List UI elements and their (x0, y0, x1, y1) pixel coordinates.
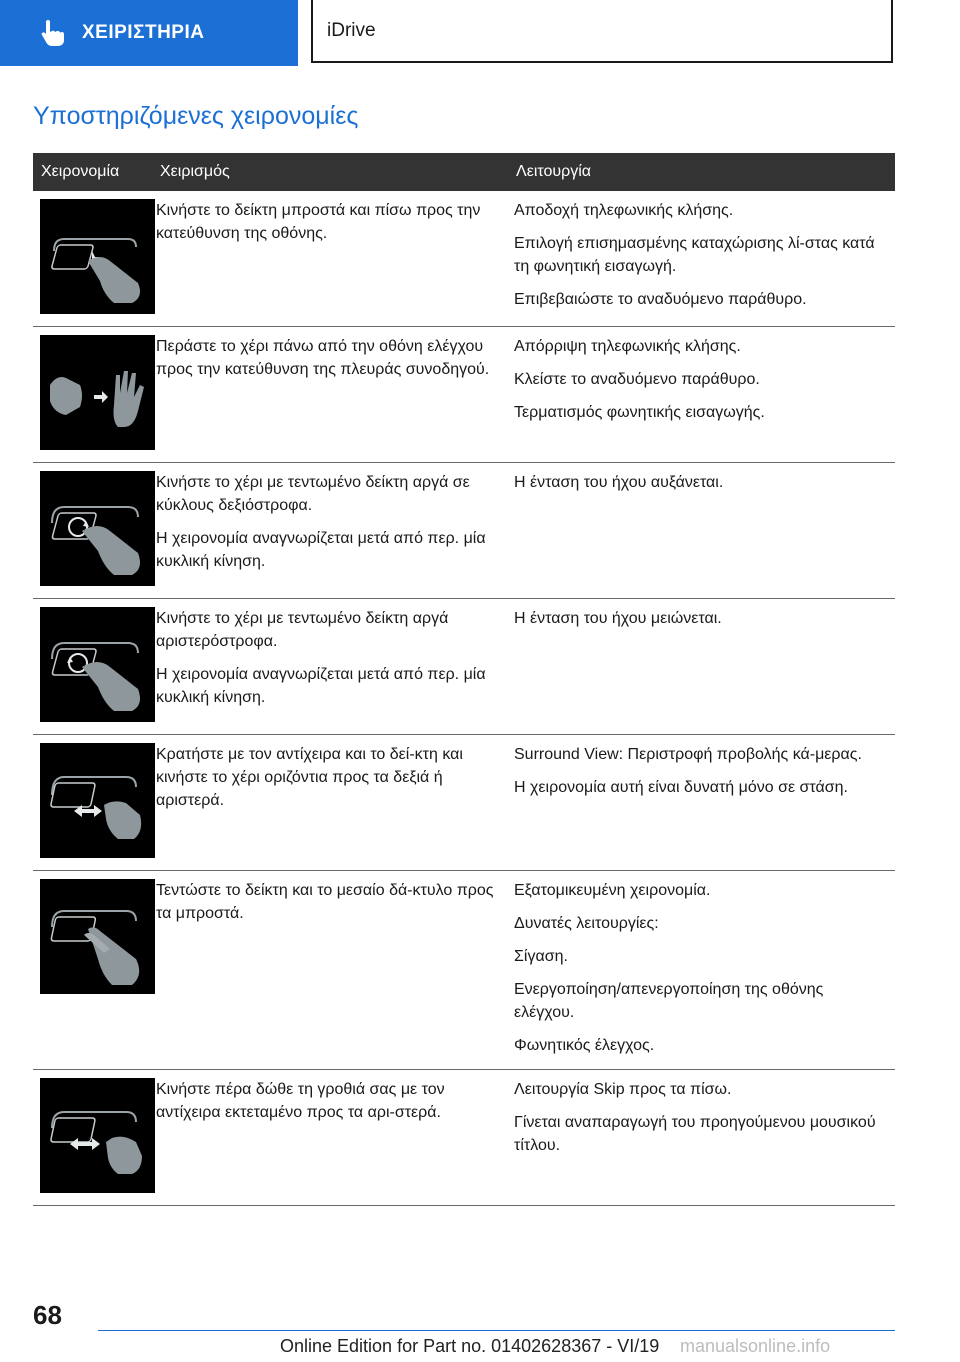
function-cell: Surround View: Περιστροφή προβολής κά-μερας. Η χειρονομία αυτή είναι δυνατή μόνο σε στάση. (514, 735, 895, 871)
page-header (0, 0, 960, 66)
table-row (33, 871, 895, 1070)
column-header-operation: Χειρισμός (156, 153, 514, 191)
footer-divider (98, 1330, 895, 1331)
page-title: Υποστηριζόμενες χειρονομίες (33, 102, 359, 130)
point-forward-icon (40, 199, 155, 314)
gesture-cell (33, 463, 156, 599)
chapter-label: iDrive (327, 19, 376, 41)
circle-clockwise-icon (40, 471, 155, 586)
table-row (33, 1070, 895, 1206)
function-cell: Λειτουργία Skip προς τα πίσω. Γίνεται αναπαραγωγή του προηγούμενου μουσικού τίτλου. (514, 1070, 895, 1206)
gesture-cell (33, 327, 156, 463)
function-cell: Η ένταση του ήχου μειώνεται. (514, 599, 895, 735)
swipe-left-icon (40, 1078, 155, 1193)
operation-cell: Κινήστε το χέρι με τεντωμένο δείκτη αργά σε κύκλους δεξιόστροφα. Η χειρονομία αναγνωρίζεται μετά από περ. μία κυκλική κίνηση. (156, 463, 514, 599)
chapter-tab (311, 0, 893, 63)
table-row (33, 463, 895, 599)
operation-cell: Περάστε το χέρι πάνω από την οθόνη ελέγχου προς την κατεύθυνση της πλευράς συνοδηγού. (156, 327, 514, 463)
function-cell: Η ένταση του ήχου αυξάνεται. (514, 463, 895, 599)
circle-counterclockwise-icon (40, 607, 155, 722)
operation-cell: Κινήστε πέρα δώθε τη γροθιά σας με τον αντίχειρα εκτεταμένο προς τα αρι-στερά. (156, 1070, 514, 1206)
operation-cell: Κινήστε το χέρι με τεντωμένο δείκτη αργά αριστερόστροφα. Η χειρονομία αναγνωρίζεται μετά από περ. μία κυκλική κίνηση. (156, 599, 514, 735)
watermark: manualsonline.info (680, 1336, 831, 1356)
hand-swipe-icon (40, 335, 155, 450)
function-cell: Αποδοχή τηλεφωνικής κλήσης. Επιλογή επισημασμένης καταχώρισης λί-στας κατά τη φωνητική εισαγωγή. Επιβεβαιώστε το αναδυόμενο παράθυρο. (514, 191, 895, 327)
edition-text: Online Edition for Part no. 01402628367 - VI/19 (280, 1336, 660, 1356)
table-row (33, 191, 895, 327)
gesture-cell (33, 191, 156, 327)
column-header-gesture: Χειρονομία (33, 153, 156, 191)
gesture-cell (33, 1070, 156, 1206)
section-label: ΧΕΙΡΙΣΤΗΡΙΑ (82, 22, 205, 43)
section-tab (0, 0, 298, 66)
gesture-cell (33, 735, 156, 871)
hand-pointer-icon (38, 18, 68, 48)
table-row (33, 599, 895, 735)
table-row (33, 735, 895, 871)
operation-cell: Κρατήστε με τον αντίχειρα και το δεί-κτη και κινήστε το χέρι οριζόντια προς τα δεξιά ή αριστερά. (156, 735, 514, 871)
gestures-table (33, 153, 895, 1206)
column-header-function: Λειτουργία (514, 153, 895, 191)
table-row (33, 327, 895, 463)
operation-cell: Κινήστε το δείκτη μπροστά και πίσω προς την κατεύθυνση της οθόνης. (156, 191, 514, 327)
operation-cell: Τεντώστε το δείκτη και το μεσαίο δά-κτυλο προς τα μπροστά. (156, 871, 514, 1070)
gesture-cell (33, 871, 156, 1070)
two-finger-point-icon (40, 879, 155, 994)
function-cell: Εξατομικευμένη χειρονομία. Δυνατές λειτουργίες: Σίγαση. Ενεργοποίηση/απενεργοποίηση της οθόνης ελέγχου. Φωνητικός έλεγχος. (514, 871, 895, 1070)
page-number: 68 (33, 1300, 62, 1330)
gesture-cell (33, 599, 156, 735)
table-header-row (33, 153, 895, 191)
pinch-horizontal-icon (40, 743, 155, 858)
function-cell: Απόρριψη τηλεφωνικής κλήσης. Κλείστε το αναδυόμενο παράθυρο. Τερματισμός φωνητικής εισαγωγής. (514, 327, 895, 463)
